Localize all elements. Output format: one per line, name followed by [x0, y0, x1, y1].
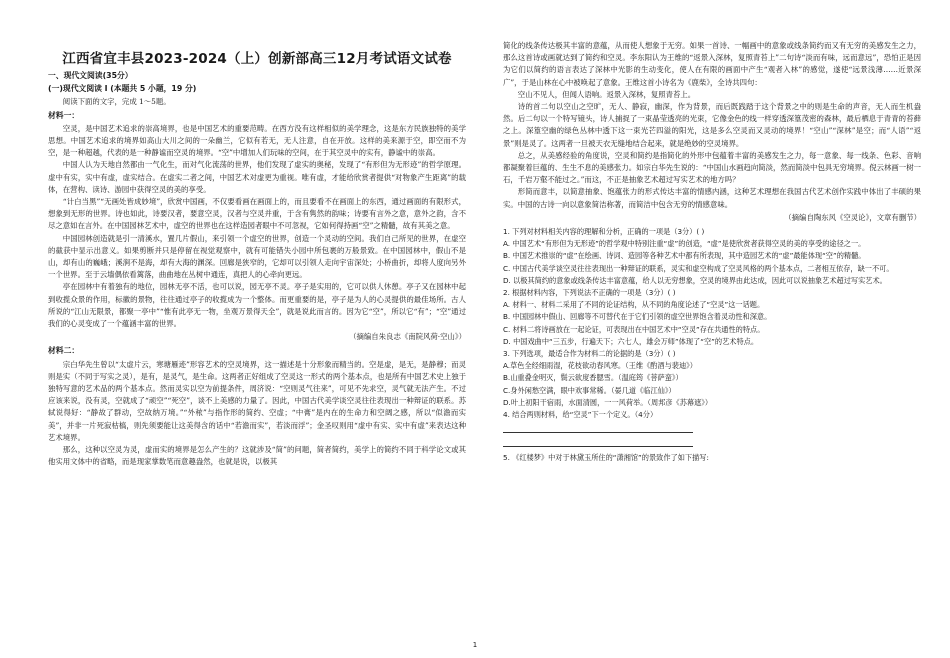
poem-text: 空山不见人，但闻人语响。返景入深林，复照青苔上。	[517, 89, 696, 99]
material-two-label: 材料二：	[48, 346, 80, 356]
option-c: C. 中国古代美学谈空灵往往表现出一种辩证的联系，灵实和虚空构成了空灵风格的两个基本点，二者相互依存，缺一不可。	[503, 263, 894, 273]
option-a: A.草色全经细雨湿，花枝欲动春风寒。（王维《酌酒与裴迪》）	[503, 361, 697, 371]
question-5: 5. 《红楼梦》中对于林黛玉所住的“潇湘馆”的景致作了如下描写:	[503, 453, 709, 463]
option-b: B. 中国艺术推崇的“虚”在绘画、诗词、造园等各种艺术中都有所表现，其中造园艺术的“虚”最能体现“空”的精髓。	[503, 251, 866, 261]
subsection-heading: (一)现代文阅读 I (本题共 5 小题，19 分)	[48, 84, 197, 94]
option-c: C. 材料二将诗画放在一起论证，可表现出在中国艺术中“空灵”存在共通性的特点。	[503, 324, 765, 334]
paragraph: 中国园林创造就是引一清溪水，置几片假山，来引领一个虚空的世界，创造一个灵动的空间。我们自己所见的世界，在虚空的截获中显示出意义。如果剪断并只是停留在视觉观察中，就有可能错失小园中所包裹的万般景致。在中国园林中，假山不是山，却有山的巍峨；溪涧不是海，却有大海的渊深。回廊是狭窄的，它却可以引领人走向宇宙深处；小桥曲折，却将人度向另外一个世界。至于云墙偶依看篱落，曲曲地在丛树中通连，真把人的心牵向更远。	[48, 233, 466, 280]
option-a: A. 中国艺术“有形但为无形迹”的哲学观中特别注重“虚”的创造，“虚”是使欣赏者获得空灵的美的享受的途径之一。	[503, 239, 866, 249]
question-2: 2. 根据材料内容，下列说法不正确的一项是（3分）( )	[503, 288, 676, 298]
paragraph: 那么，这种以空灵为灵，虚而实的境界是怎么产生的？这就涉及“简”的问题，简者简约，美学上的简约不同于科学论文或其他实用文体中的省略，而是现家掌数笔而意趣盎然，也就是说，以极其	[48, 445, 466, 467]
question-1: 1. 下列对材料相关内容的理解和分析，正确的一项是（3分）( )	[503, 227, 705, 237]
paragraph: 简化的线条传达极其丰富的意蕴，从而使人想象于无穷。如果一首诗、一幅画中的意象或线条简约而又有无穷的美感发生之力，那么这首诗或画就达到了简约和空灵。李东阳认为王维的“返景入深林，复照青苔上”二句诗“淡而有味，远而意远”，恐怕正是因为它们以简约的语言表达了深林中光影的生动变化，使人在有限的画面中产生“观者入林”的感觉，遂使“远景浅薄……近景深广”，于是山林在心中被唤起了意象。王维这首小诗名为《鹿柴》，全诗共四句：	[503, 41, 921, 87]
source-citation: （摘编自朱良志《南院风荷·空山》）	[349, 332, 466, 342]
paragraph: “计白当黑”“无画处皆成妙境”，欣赏中国画，不仅要看画在画面上的，而且要看不在画面上的东西，通过画面的有限形式，想象到无形的世界。诗也如此，诗要汉者，要意空灵，汉者与空灵并重，于含有隽然的韵味；诗要有言外之意，意外之韵，含不尽之意如在言外。在中国园林艺术中，虚空的世界也在这样造园者眼中不可忽视，它如何得持画“空”之精髓，故有其美之意。	[48, 197, 466, 231]
paragraph: 形简而意丰，以简意抽象、饱蕴张力的形式传达丰富的情感内涵，这种艺术理想在我国古代艺术创作实践中体出了丰硕的果实。中国的古诗一向以意象简洁称著，而简洁中包含无穷的情感意味。	[503, 187, 921, 209]
source-citation: （摘编自陶东风《空灵论》，文章有删节）	[784, 212, 921, 222]
right-column	[503, 40, 921, 465]
section-heading: 一、现代文阅读(35分）	[48, 71, 133, 80]
option-b: B.山重叠金明灭，鬓云欲度香腮雪。（温庭筠《菩萨蛮》）	[503, 373, 683, 383]
question-3: 3. 下列选项，最适合作为材料二的论据的是（3分）( )	[503, 349, 676, 359]
left-column	[48, 68, 466, 469]
page-number: 1	[472, 641, 478, 649]
option-c: C.身外闲愁空满，眼中欢事常稀。（晏几道《临江仙》）	[503, 385, 676, 395]
instructions: 阅读下面的文字，完成 1～5题。	[62, 97, 171, 107]
paragraph: 中国人认为天地自然都由一气化生，而对气化流荡的世界，他们发现了虚实的奥秘，发现了“有形但为无形迹”的哲学原理。虚中有实，实中有虚，虚实结合。在虚实二者之间，中国艺术对虚更为重视。唯有虚，才能给欣赏者提供“对物象产生距离”的载体，在营构、读诗、游园中获得空灵的美的享受。	[48, 160, 466, 194]
answer-line[interactable]	[503, 435, 693, 447]
answer-line[interactable]	[503, 421, 693, 433]
option-a: A. 材料一、材料二采用了不同的论证结构，从不同的角度论述了“空灵”这一话题。	[503, 300, 765, 310]
paragraph: 总之，从美感经验的角度说，空灵和简约是指简化的外形中包蕴着丰富的美感发生之力，每一意象、每一线条、色彩、音响都凝聚着巨蕴的、生生不息的美感张力。如宗白华先生说的：“中国山水画趋向简淡，然而简淡中包具无穷境界。倪云林画一树一石，千岩万壑不能过之。”而这，不正是抽象艺术超过写实艺术的地方吗？	[503, 150, 921, 185]
option-d: D. 中国戏曲中“三五步，行遍天下；六七人，雄会万师”体现了“空”的艺术特点。	[503, 336, 759, 346]
paragraph: 亭在园林中有着独有的地位，园林无亭不活，也可以说，园无亭不灵。亭子是实用的，它可以供人休憩。亭子又在园林中起到收揽众景的作用，标徽的景物，往往通过亭子的收揽成为一个整体。而更重要的是，亭子是为人的心灵提供的最佳场所。古人所说的“江山无限景，都聚一亭中”“惟有此亭无一物，坐观万景得天全”，就是说此而言的。因为它“空”，所以它“有”；“空”通过我们的心灵变成了一个蕴涵丰富的世界。	[48, 282, 466, 329]
option-d: D.叶上初阳干宿雨，水面清圆，一一风荷举。（周邦彦《苏幕遮》）	[503, 397, 713, 407]
paragraph: 空灵，是中国艺术追求的崇高境界，也是中国艺术的重要范畴。在西方没有这样相似的美学理念，这是东方民族独特的美学思想。中国艺术追求的境界如高山大川之间的一朵幽兰，它似有若无，无人注意，自在开放。这样的美来源于空，即空而不为空，是一种超越，代表的是一种静谧而空灵的境界。“空”中增加人们玩味的空间，在于其空灵中的实有，静谧中的崇高。	[48, 123, 466, 158]
option-b: B. 中国园林中假山、回廊等不可替代在于它们引领的虚空世界饱含着灵动性和深意。	[503, 312, 772, 322]
material-one-label: 材料一：	[48, 110, 80, 120]
paragraph: 诗的首二句以空山之空旷，无人、静寂，幽深，作为背景，而后既践踏于这个背景之中的则是生命的声音，无人而生机盎然。后二句以一个特写镜头，诗人捕捉了一束晶莹透亮的光束，它像金色的线一样穿透深篁茂密的森林，最后栖息于青青的苔藓之上。深篁空幽的绿色丛林中透下这一束光芒四溢的阳光，这是多么空灵而又灵动的境界！“空山”“深林”是空；而“人语”“返景”则是灵了。这两者一旦被天衣无缝地结合起来，就是绝妙的空灵境界。	[503, 102, 921, 148]
question-4: 4. 结合两则材料，给“空灵”下一个定义。（4分）	[503, 410, 658, 420]
paragraph: 宗白华先生曾以“太虚片云，寒塘雁迹”形容艺术的空灵境界，这一描述是十分形象而精当的。空是虚，是无，是静穆；而灵则是实（不同于写实之灵），是有，是灵气，是生命。这两者正好组成了空灵这一形式的两个基本点，也是所有中国艺术史上独于独特写意的艺术品的两个基本点。然而灵实以空为前提条件，周济说：“空则灵气往来”，可见不先求空，灵气就无法产生。不过应该来说，没有灵，空就成了“顽空”“死空”，谈不上美感的力量了。因此，中国古代美学谈空灵往往表现出一种辩证的联系。苏轼说得好：“静故了群动，空故纳万境。”“外秾”与指作形的简约、空虚；“中膏”是内在的生命力和空阔之感，所以“似澹而实美”，并非一片死寂枯槁，则先须要能让这美得含的话中“若澹而实”，若淡而浮”；金圣叹则用“虚中有实、实中有虚”来表达这种艺术境界。	[48, 359, 466, 442]
option-d: D. 以极其简约的意象或线条传达丰富意蕴，给人以无穷想象，空灵的境界由此达成，因此可以说抽象艺术超过写实艺术。	[503, 275, 887, 285]
exam-title: 江西省宜丰县2023-2024（上）创新部高三12月考试语文试卷	[62, 51, 452, 67]
